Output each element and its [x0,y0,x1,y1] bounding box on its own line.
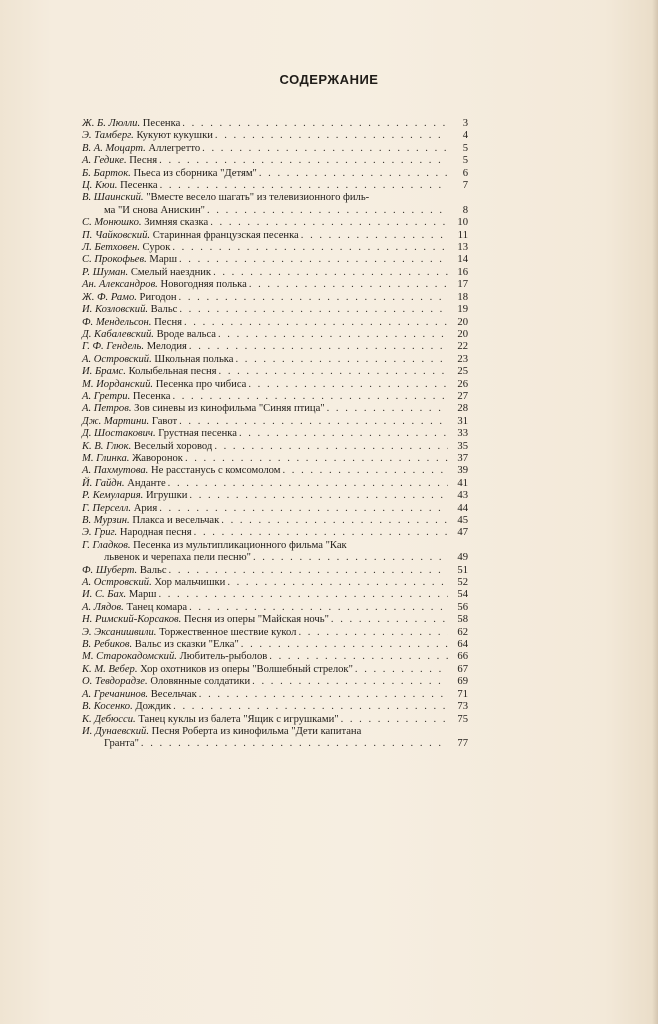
work-title: Оловянные солдатики [150,676,251,688]
work-title: Дождик [135,701,172,713]
work-title: Песенка из мультипликационного фильма "Как [133,539,347,551]
work-title: Песня Роберта из кинофильма "Дети капитана [151,725,362,737]
composer-name: А. Гретри. [82,390,131,402]
composer-name: С. Монюшко. [82,217,142,229]
composer-name: Б. Барток. [82,167,131,179]
toc-entry [82,192,468,217]
dot-leader [185,453,448,465]
toc-entry [82,217,468,229]
page-number: 28 [457,403,468,415]
page-number: 16 [457,266,468,278]
dot-leader [202,143,448,155]
dot-leader [269,651,448,663]
dot-leader [249,279,448,291]
composer-name: В. Мурзин. [82,515,130,526]
composer-name: Й. Гайдн. [82,477,125,489]
dot-leader [341,714,448,726]
composer-name: А. Лядов. [82,601,124,613]
work-title: Песенка [132,390,171,402]
toc-entry [82,577,468,589]
toc-entry [82,230,468,242]
page-number: 11 [457,229,468,241]
toc-entry [82,714,468,726]
dot-leader [179,304,448,316]
dot-leader [173,701,448,713]
page-number: 45 [457,515,468,526]
page-number: 35 [457,440,468,452]
page-number: 47 [457,527,468,539]
toc-entry [82,453,468,465]
page-number: 10 [457,217,468,229]
toc-entry [82,155,468,167]
composer-name: В. Ребиков. [82,639,133,651]
work-title: Песня из оперы "Майская ночь" [183,614,329,626]
dot-leader [298,627,448,639]
page-number: 7 [462,180,468,192]
work-title: Песенка [142,118,181,129]
composer-name: Л. Бетховен. [82,242,140,254]
work-title: Веселый хоровод [133,440,213,452]
dot-leader [248,379,448,391]
dot-leader [159,155,448,167]
dot-leader [207,205,448,217]
toc-entry [82,391,468,403]
toc-entry [82,689,468,701]
composer-name: А. Островский. [82,353,152,365]
dot-leader [199,689,448,701]
work-title: Песня [154,316,182,328]
toc-entry [82,639,468,651]
page-number: 6 [462,167,468,179]
paper-edge [652,0,658,1024]
toc-entry [82,540,468,565]
dot-leader [215,130,448,142]
work-title: Новогодняя полька [160,279,247,291]
dot-leader [194,527,448,539]
page-number: 77 [457,738,468,750]
dot-leader [172,242,448,254]
toc-entry [82,143,468,155]
toc-entry [82,267,468,279]
page-number: 67 [457,663,468,675]
page-number: 5 [462,142,468,154]
composer-name: Р. Шуман. [82,266,129,278]
work-title: Весельчак [150,688,197,700]
work-title: Хор охотников из оперы "Волшебный стрелок" [140,663,353,675]
dot-leader [214,441,448,453]
page-number: 41 [457,477,468,489]
composer-name: Ц. Кюи. [82,180,118,192]
work-title-continued: львенок и черепаха пели песню" [104,552,251,564]
toc-entry [82,565,468,577]
toc-entry [82,515,468,527]
composer-name: А. Островский. [82,577,152,589]
toc-entry [82,292,468,304]
page-number: 20 [457,328,468,340]
page-number: 25 [457,366,468,378]
composer-name: Ж. Б. Люлли. [82,118,141,129]
work-title: Старинная французская песенка [152,229,299,241]
composer-name: Ан. Александров. [82,279,158,291]
dot-leader [253,552,448,564]
composer-name: Ф. Шуберт. [82,564,138,576]
composer-name: В. А. Моцарт. [82,142,146,154]
work-title: Ария [133,502,158,514]
page-number: 22 [457,341,468,353]
toc-entry [82,478,468,490]
page-number: 4 [462,130,468,142]
work-title: Песня [129,155,158,167]
dot-leader [221,515,448,527]
work-title: Марш [128,589,157,601]
composer-name: С. Прокофьев. [82,254,147,266]
composer-name: Н. Римский-Корсаков. [82,614,182,626]
composer-name: А. Петров. [82,403,132,415]
work-title: Гавот [151,415,178,427]
dot-leader [169,565,448,577]
dot-leader [331,614,448,626]
work-title-continued: ма "И снова Анискин" [104,204,205,216]
page-number: 14 [457,254,468,266]
toc-entry [82,441,468,453]
page-number: 13 [457,242,468,254]
composer-name: Г. Ф. Гендель. [82,341,145,353]
page-number: 56 [457,601,468,613]
page-number: 39 [457,465,468,477]
table-of-contents [82,118,468,751]
dot-leader [210,217,448,229]
work-title: Кукуют кукушки [136,130,213,142]
composer-name: А. Пахмутова. [82,465,149,477]
page-number: 31 [457,415,468,427]
dot-leader [327,403,448,415]
work-title: Игрушки [145,490,188,502]
work-title: Зов синевы из кинофильма "Синяя птица" [134,403,325,415]
toc-entry [82,254,468,266]
toc-entry [82,726,468,751]
work-title: Народная песня [119,527,192,539]
composer-name: М. Старокадомский. [82,651,177,663]
work-title: Анданте [127,477,166,489]
composer-name: М. Глинка. [82,452,130,464]
toc-entry [82,490,468,502]
dot-leader [252,676,448,688]
composer-name: И. Дунаевский. [82,725,150,737]
dot-leader [189,341,448,353]
work-title: Любитель-рыболов [179,651,268,663]
work-title: Пьеса из сборника "Детям" [133,167,257,179]
work-title: Танец куклы из балета "Ящик с игрушками" [138,713,339,725]
toc-entry [82,180,468,192]
toc-entry [82,527,468,539]
page-number: 44 [457,502,468,514]
toc-entry [82,627,468,639]
composer-name: И. Козловский. [82,304,149,316]
dot-leader [227,577,448,589]
composer-name: Д. Кабалевский. [82,328,154,340]
dot-leader [172,391,448,403]
toc-entry [82,366,468,378]
page-number: 19 [457,304,468,316]
dot-leader [189,602,448,614]
dot-leader [241,639,448,651]
composer-name: К. Дебюсси. [82,713,136,725]
work-title: Вроде вальса [156,328,216,340]
page-number: 64 [457,639,468,651]
dot-leader [189,490,448,502]
composer-name: Э. Тамберг. [82,130,134,142]
page-number: 66 [457,651,468,663]
work-title: Песенка [120,180,158,192]
dot-leader [160,180,448,192]
dot-leader [179,254,448,266]
page-number: 17 [457,279,468,291]
work-title: Школьная полька [154,353,234,365]
work-title: Не расстанусь с комсомолом [150,465,281,477]
toc-entry [82,602,468,614]
toc-entry [82,341,468,353]
work-title: Аллегретто [148,142,201,154]
composer-name: А. Гречанинов. [82,688,149,700]
page-number: 23 [457,353,468,365]
page-number: 5 [462,155,468,167]
page-number: 20 [457,316,468,328]
work-title: Танец комара [126,601,188,613]
work-title: Ригодон [139,291,177,303]
composer-name: И. С. Бах. [82,589,127,601]
composer-name: П. Чайковский. [82,229,151,241]
work-title: "Вместе весело шагать" из телевизионного филь- [146,192,370,204]
composer-name: Г. Перселл. [82,502,132,514]
dot-leader [236,354,449,366]
page-number: 54 [457,589,468,601]
toc-entry [82,329,468,341]
work-title: Мелодия [146,341,187,353]
page-number: 27 [457,390,468,402]
composer-name: В. Шаинский. [82,192,144,204]
composer-name: Дж. Мартини. [82,415,150,427]
toc-entry [82,589,468,601]
dot-leader [239,428,448,440]
page-number: 3 [462,118,468,129]
page-title: СОДЕРЖАНИЕ [279,72,379,87]
toc-entry [82,279,468,291]
work-title: Торжественное шествие кукол [159,626,297,638]
dot-leader [182,118,448,130]
composer-name: Г. Гладков. [82,539,131,551]
dot-leader [213,267,448,279]
work-title: Вальс [150,304,178,316]
composer-name: И. Брамс. [82,366,126,378]
composer-name: М. Иорданский. [82,378,154,390]
page-number: 8 [462,204,468,216]
dot-leader [179,416,448,428]
toc-entry [82,651,468,663]
toc-entry [82,130,468,142]
work-title-continued: Гранта" [104,738,139,750]
toc-entry [82,428,468,440]
composer-name: В. Косенко. [82,701,133,713]
toc-entry [82,317,468,329]
work-title: Колыбельная песня [128,366,217,378]
page-number: 33 [457,428,468,440]
toc-entry [82,304,468,316]
page-number: 62 [457,626,468,638]
work-title: Вальс [139,564,167,576]
page-number: 73 [457,701,468,713]
page-number: 51 [457,564,468,576]
toc-entry [82,168,468,180]
page-number: 18 [457,291,468,303]
work-title: Жаворонок [132,452,183,464]
composer-name: Ж. Ф. Рамо. [82,291,137,303]
dot-leader [282,465,448,477]
composer-name: Д. Шостакович. [82,428,156,440]
composer-name: А. Гедике. [82,155,127,167]
page-number: 69 [457,676,468,688]
page-number: 26 [457,378,468,390]
page-number: 43 [457,490,468,502]
toc-entry [82,614,468,626]
dot-leader [159,503,448,515]
page-number: 37 [457,452,468,464]
composer-name: О. Тевдорадзе. [82,676,148,688]
toc-entry [82,676,468,688]
dot-leader [184,317,448,329]
dot-leader [355,664,448,676]
dot-leader [158,589,448,601]
composer-name: Э. Григ. [82,527,118,539]
work-title: Марш [149,254,177,266]
page-number: 49 [457,552,468,564]
page-number: 58 [457,614,468,626]
toc-entry [82,118,468,130]
toc-entry [82,416,468,428]
composer-name: Ф. Мендельсон. [82,316,152,328]
toc-entry [82,379,468,391]
dot-leader [259,168,448,180]
dot-leader [219,366,448,378]
dot-leader [141,738,448,750]
work-title: Песенка про чибиса [155,378,247,390]
composer-name: Р. Кемулария. [82,490,144,502]
toc-entry [82,503,468,515]
toc-entry [82,664,468,676]
work-title: Зимняя сказка [144,217,209,229]
toc-entry [82,403,468,415]
page-number: 71 [457,688,468,700]
work-title: Плакса и весельчак [132,515,220,526]
page-number: 52 [457,577,468,589]
work-title: Грустная песенка [158,428,237,440]
work-title: Сурок [142,242,171,254]
dot-leader [218,329,448,341]
toc-entry [82,701,468,713]
composer-name: К. В. Глюк. [82,440,132,452]
work-title: Вальс из сказки "Елка" [134,639,239,651]
toc-entry [82,242,468,254]
work-title: Хор мальчишки [154,577,226,589]
work-title: Смелый наездник [130,266,212,278]
page-number: 75 [457,713,468,725]
composer-name: К. М. Вебер. [82,663,138,675]
toc-entry [82,354,468,366]
composer-name: Э. Эксанишвили. [82,626,157,638]
dot-leader [179,292,448,304]
dot-leader [168,478,448,490]
dot-leader [301,230,448,242]
toc-entry [82,465,468,477]
